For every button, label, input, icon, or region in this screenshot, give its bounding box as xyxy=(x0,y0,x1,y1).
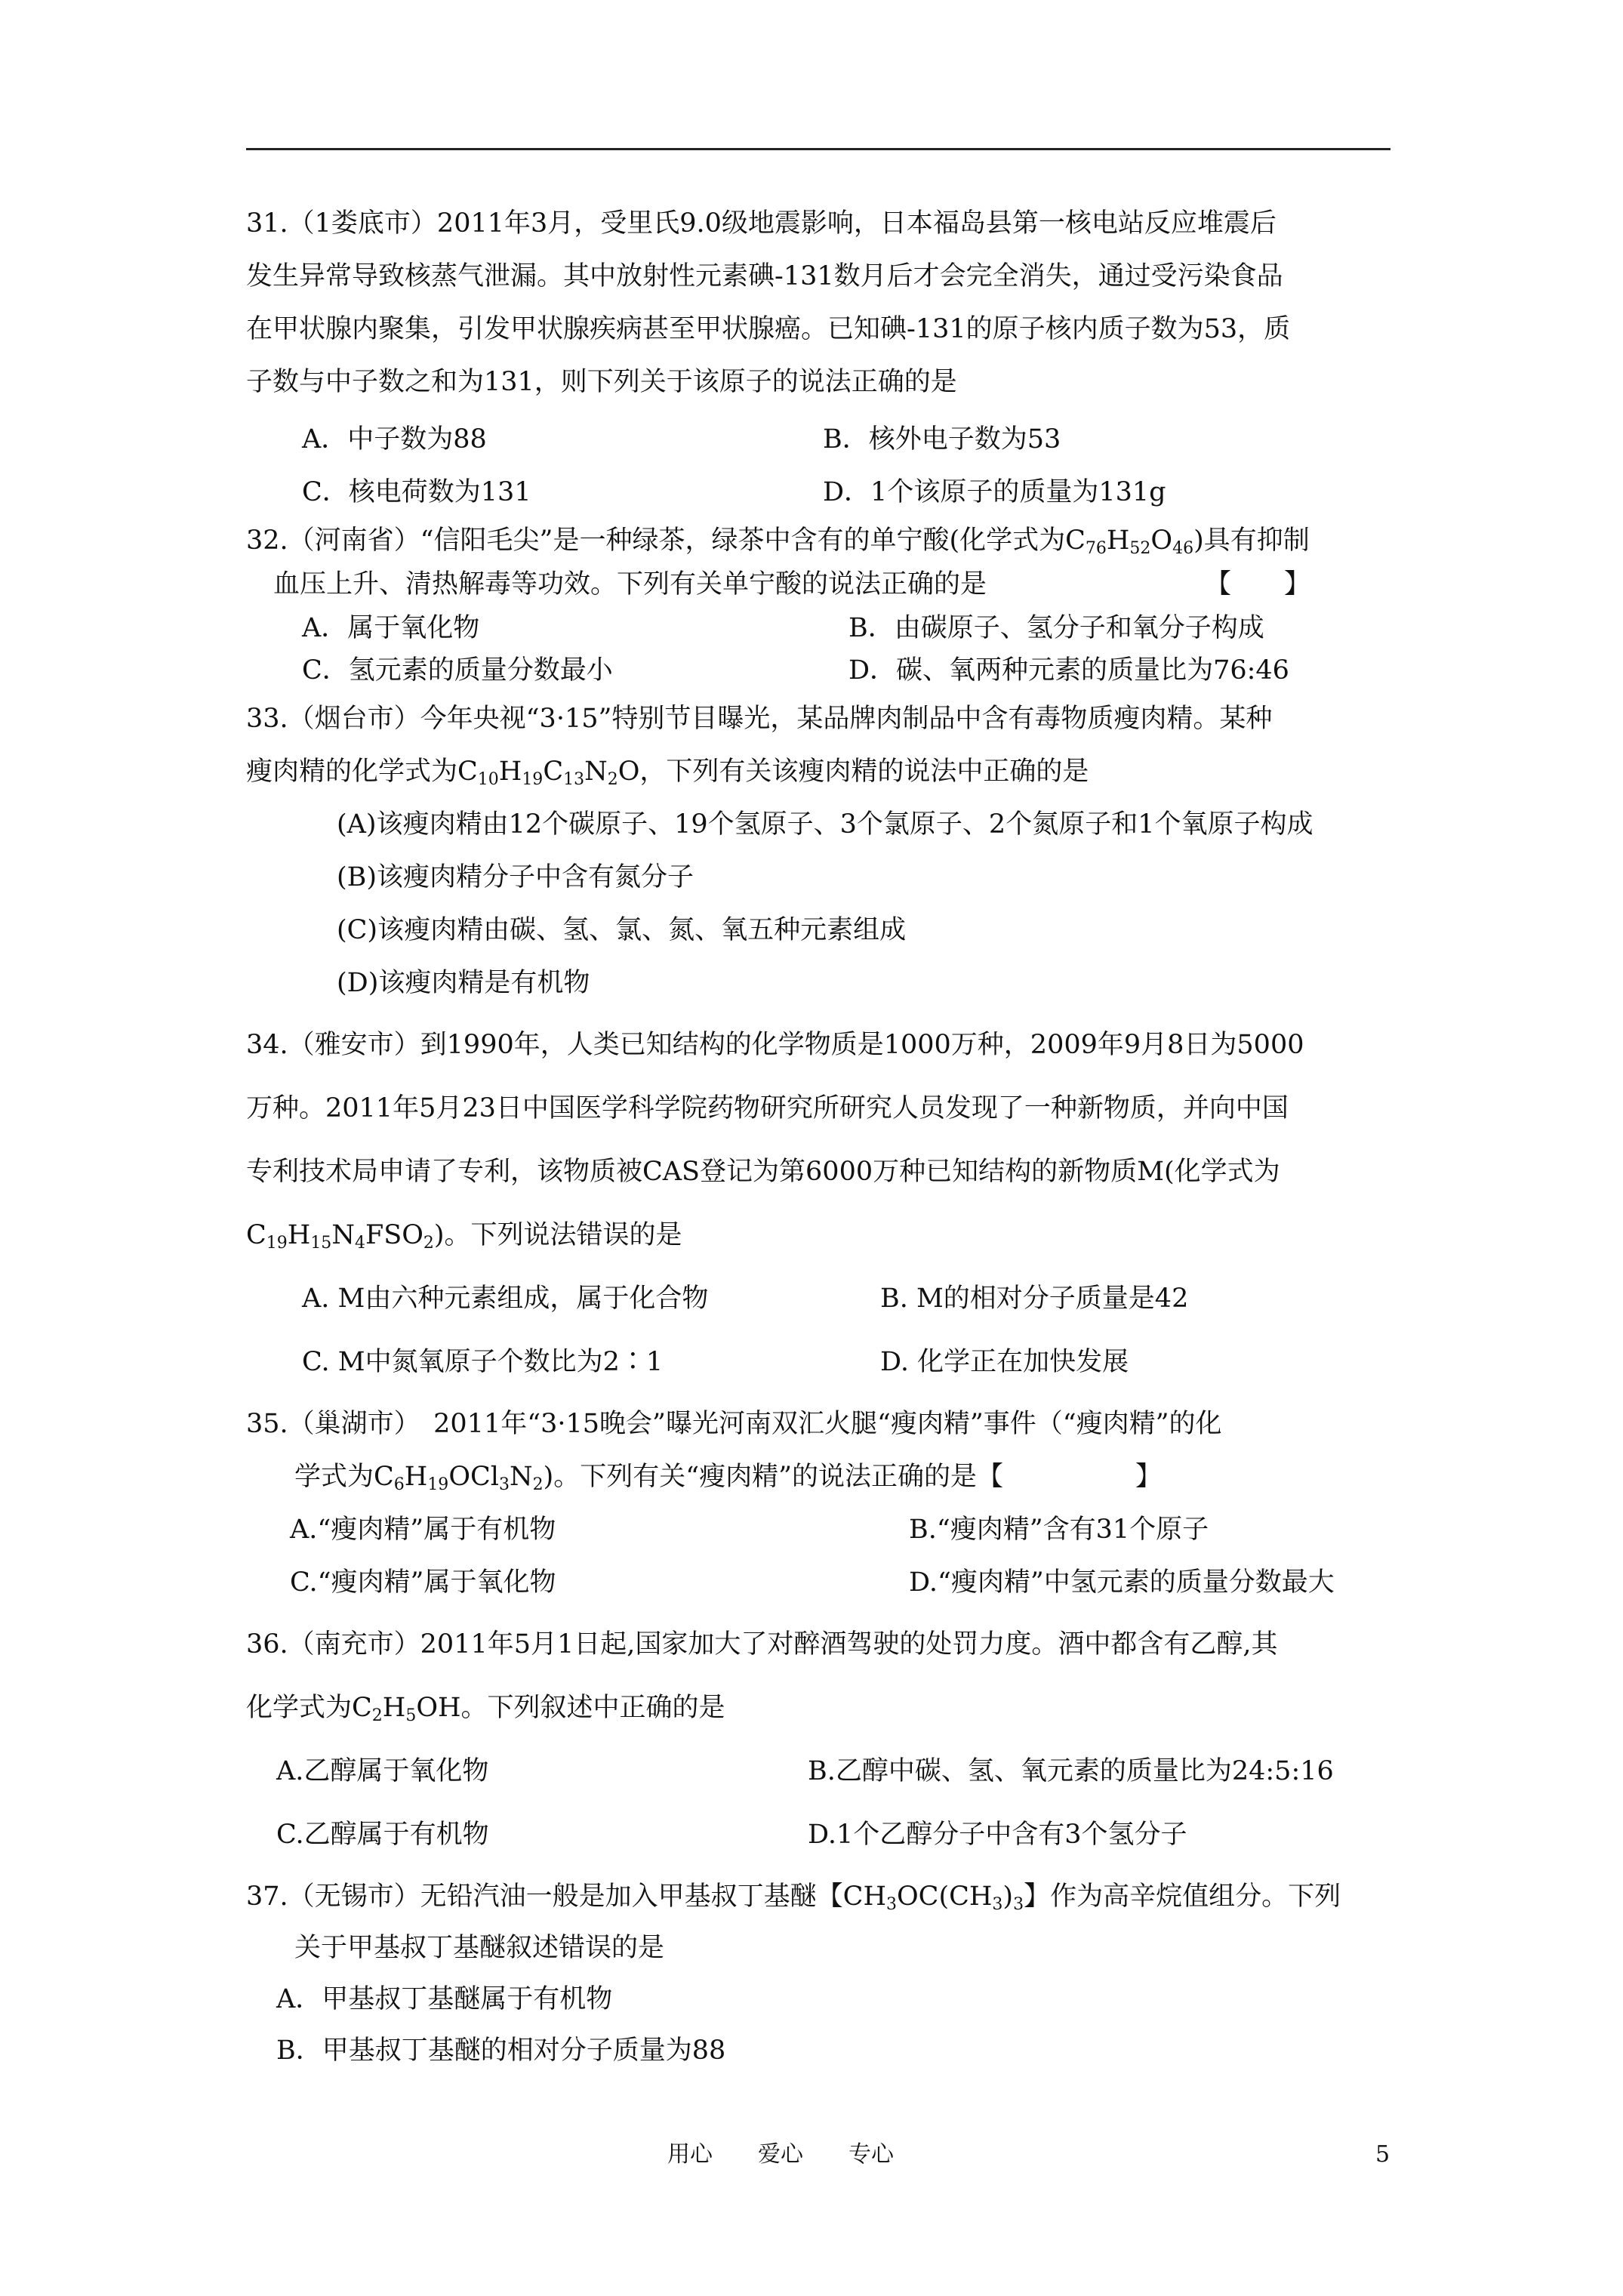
q32-option-d: D．碳、氧两种元素的质量比为76:46 xyxy=(848,655,1289,686)
q31-line-4: 子数与中子数之和为131，则下列关于该原子的说法正确的是 xyxy=(246,367,957,397)
q34-option-a: A. M由六种元素组成，属于化合物 xyxy=(302,1284,709,1314)
q34-line-4: $C_{19}H_{15}N_4FSO_2$)。下列说法错误的是 xyxy=(246,1220,682,1253)
q37-line-2: 关于甲基叔丁基醚叙述错误的是 xyxy=(294,1933,665,1963)
q33-option-d: (D)该瘦肉精是有机物 xyxy=(337,968,590,998)
q34-line-3: 专利技术局申请了专利，该物质被CAS登记为第6000万种已知结构的新物质M(化学式为 xyxy=(246,1157,1280,1187)
q31-option-c: C．核电荷数为131 xyxy=(302,477,531,507)
q32-option-c: C．氢元素的质量分数最小 xyxy=(302,655,613,686)
page-number: 5 xyxy=(1375,2141,1390,2168)
q31-line-2: 发生异常导致核蒸气泄漏。其中放射性元素碘-131数月后才会完全消失，通过受污染食品 xyxy=(246,261,1283,291)
q33-option-a: (A)该瘦肉精由12个碳原子、19个氢原子、3个氯原子、2个氮原子和1个氧原子构成 xyxy=(337,809,1313,840)
q31-line-3: 在甲状腺内聚集，引发甲状腺疾病甚至甲状腺癌。已知碘-131的原子核内质子数为53，质 xyxy=(246,314,1291,344)
q33-option-b: (B)该瘦肉精分子中含有氮分子 xyxy=(337,862,694,892)
q37-option-b: B．甲基叔丁基醚的相对分子质量为88 xyxy=(276,2036,726,2066)
q34-option-c: C. M中氮氧原子个数比为2∶1 xyxy=(302,1347,664,1377)
q35-line-1: 35.（巢湖市） 2011年“3·15晚会”曝光河南双汇火腿“瘦肉精”事件（“瘦肉精”的化 xyxy=(246,1409,1222,1439)
q32-line-1: 32.（河南省）“信阳毛尖”是一种绿茶，绿茶中含有的单宁酸(化学式为$C_{76}H_{52}O_{46}$)具有抑制 xyxy=(246,525,1310,558)
footer-motto: 用心 爱心 专心 xyxy=(667,2141,894,2168)
q31-option-a: A．中子数为88 xyxy=(302,424,487,455)
q31-option-b: B．核外电子数为53 xyxy=(823,424,1061,455)
q33-line-2: 瘦肉精的化学式为$C_{10}H_{19}C_{13}N_2O$，下列有关该瘦肉精的说法中正确的是 xyxy=(246,757,1089,789)
q33-option-c: (C)该瘦肉精由碳、氢、氯、氮、氧五种元素组成 xyxy=(337,915,907,945)
q35-option-a: A.“瘦肉精”属于有机物 xyxy=(290,1515,556,1545)
q36-option-c: C.乙醇属于有机物 xyxy=(276,1820,489,1850)
q31-option-d: D．1个该原子的质量为131g xyxy=(823,477,1166,507)
header-rule xyxy=(246,148,1390,150)
q34-line-1: 34.（雅安市）到1990年，人类已知结构的化学物质是1000万种，2009年9月8日为5000 xyxy=(246,1030,1304,1060)
q34-line-2: 万种。2011年5月23日中国医学科学院药物研究所研究人员发现了一种新物质，并向中国 xyxy=(246,1093,1289,1123)
q37-line-1: 37.（无锡市）无铅汽油一般是加入甲基叔丁基醚【$CH_3OC(CH_3)_3$】作为高辛烷值组分。下列 xyxy=(246,1881,1341,1914)
q35-option-b: B.“瘦肉精”含有31个原子 xyxy=(909,1515,1209,1545)
q32-option-b: B．由碳原子、氢分子和氧分子构成 xyxy=(848,613,1264,643)
q37-option-a: A．甲基叔丁基醚属于有机物 xyxy=(276,1984,613,2014)
q35-option-c: C.“瘦肉精”属于氧化物 xyxy=(290,1567,556,1598)
q36-line-1: 36.（南充市）2011年5月1日起,国家加大了对醉酒驾驶的处罚力度。酒中都含有乙醇,其 xyxy=(246,1629,1278,1660)
q36-line-2: 化学式为$C_2H_5OH$。下列叙述中正确的是 xyxy=(246,1693,725,1725)
q34-option-d: D. 化学正在加快发展 xyxy=(880,1347,1129,1377)
q35-option-d: D.“瘦肉精”中氢元素的质量分数最大 xyxy=(909,1567,1335,1598)
q35-line-2: 学式为$C_6H_{19}OCl_3N_2$)。下列有关“瘦肉精”的说法正确的是【 】 xyxy=(294,1462,1163,1494)
q34-option-b: B. M的相对分子质量是42 xyxy=(880,1284,1189,1314)
q31-line-1: 31.（1娄底市）2011年3月，受里氏9.0级地震影响，日本福岛县第一核电站反应堆震后 xyxy=(246,208,1277,239)
q36-option-b: B.乙醇中碳、氢、氧元素的质量比为24:5:16 xyxy=(808,1756,1334,1786)
q32-option-a: A．属于氧化物 xyxy=(302,613,480,643)
q32-line-2: 血压上升、清热解毒等功效。下列有关单宁酸的说法正确的是 xyxy=(273,569,987,599)
q36-option-a: A.乙醇属于氧化物 xyxy=(276,1756,489,1786)
q32-answer-bracket: 【 】 xyxy=(1205,569,1311,599)
q36-option-d: D.1个乙醇分子中含有3个氢分子 xyxy=(808,1820,1187,1850)
q33-line-1: 33.（烟台市）今年央视“3·15”特别节目曝光，某品牌肉制品中含有毒物质瘦肉精。某种 xyxy=(246,704,1273,734)
